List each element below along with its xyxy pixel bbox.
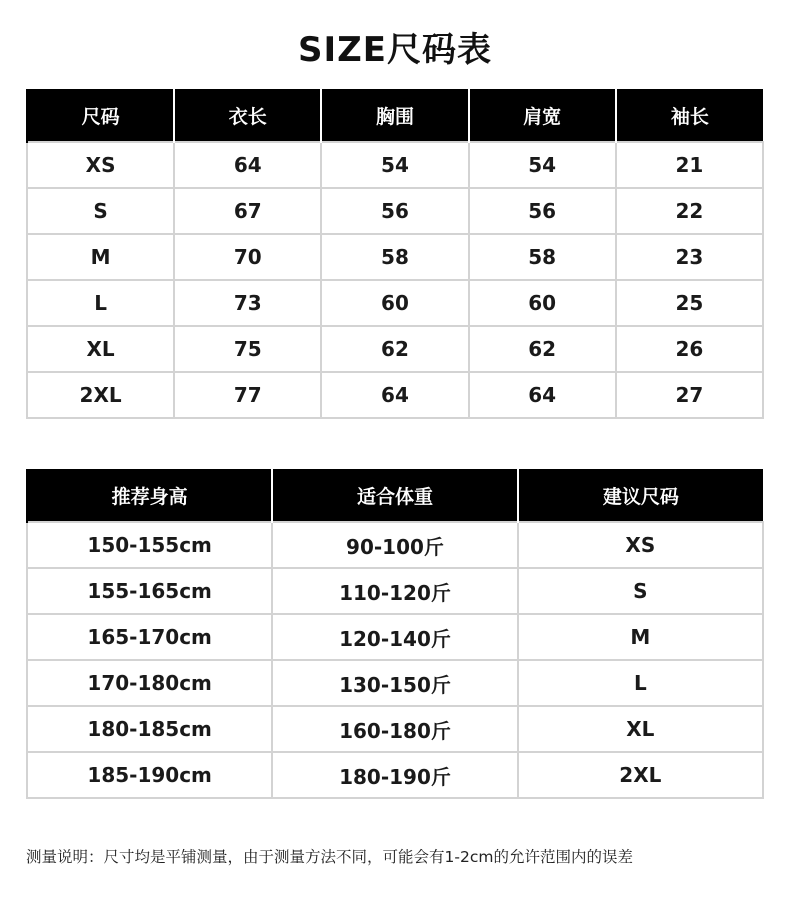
- table-cell: 165-170cm: [27, 614, 272, 660]
- table-cell: XS: [27, 142, 174, 188]
- table-cell: 56: [469, 188, 616, 234]
- table-row: [27, 706, 763, 752]
- table-cell: 2XL: [518, 752, 763, 798]
- table-cell: 23: [616, 234, 763, 280]
- table-cell: 27: [616, 372, 763, 418]
- table-cell: 64: [174, 142, 321, 188]
- table-row: [27, 752, 763, 798]
- table-cell: S: [27, 188, 174, 234]
- table-cell: 58: [321, 234, 468, 280]
- table-cell: 62: [469, 326, 616, 372]
- table-cell: 58: [469, 234, 616, 280]
- table-cell: 150-155cm: [27, 522, 272, 568]
- column-header: 胸围: [321, 89, 468, 142]
- table-cell: 180-185cm: [27, 706, 272, 752]
- table-cell: XS: [518, 522, 763, 568]
- table-cell: 75: [174, 326, 321, 372]
- measurement-note: 测量说明：尺寸均是平铺测量，由于测量方法不同，可能会有1-2cm的允许范围内的误差: [26, 848, 633, 866]
- table-cell: XL: [27, 326, 174, 372]
- table-cell: L: [27, 280, 174, 326]
- table-cell: 110-120斤: [272, 568, 517, 614]
- table-cell: 22: [616, 188, 763, 234]
- table-cell: 25: [616, 280, 763, 326]
- table-cell: 120-140斤: [272, 614, 517, 660]
- column-header: 衣长: [174, 89, 321, 142]
- table-row: [27, 326, 763, 372]
- table-header-row: [27, 469, 763, 522]
- table-row: [27, 614, 763, 660]
- table-cell: XL: [518, 706, 763, 752]
- table-cell: 64: [321, 372, 468, 418]
- table-row: [27, 234, 763, 280]
- table-row: [27, 372, 763, 418]
- table-cell: 77: [174, 372, 321, 418]
- table-cell: 180-190斤: [272, 752, 517, 798]
- table-cell: 67: [174, 188, 321, 234]
- table-cell: 26: [616, 326, 763, 372]
- table-row: [27, 568, 763, 614]
- table-cell: 130-150斤: [272, 660, 517, 706]
- table-cell: 60: [469, 280, 616, 326]
- table-cell: 21: [616, 142, 763, 188]
- table-cell: 155-165cm: [27, 568, 272, 614]
- table-header-row: [27, 89, 763, 142]
- table-cell: 62: [321, 326, 468, 372]
- table-cell: S: [518, 568, 763, 614]
- table-row: [27, 280, 763, 326]
- table-cell: 54: [469, 142, 616, 188]
- table-row: [27, 522, 763, 568]
- table-cell: 170-180cm: [27, 660, 272, 706]
- table-cell: 90-100斤: [272, 522, 517, 568]
- column-header: 袖长: [616, 89, 763, 142]
- page-title: SIZE尺码表: [297, 30, 493, 70]
- column-header: 肩宽: [469, 89, 616, 142]
- size-recommendation-table: [26, 469, 764, 799]
- column-header: 尺码: [27, 89, 174, 142]
- table-cell: L: [518, 660, 763, 706]
- table-row: [27, 660, 763, 706]
- table-cell: 70: [174, 234, 321, 280]
- table-row: [27, 188, 763, 234]
- column-header: 适合体重: [272, 469, 517, 522]
- column-header: 建议尺码: [518, 469, 763, 522]
- size-chart-table: [26, 89, 764, 419]
- table-cell: 54: [321, 142, 468, 188]
- table-cell: M: [27, 234, 174, 280]
- table-cell: 73: [174, 280, 321, 326]
- table-cell: 60: [321, 280, 468, 326]
- table-row: [27, 142, 763, 188]
- table-cell: M: [518, 614, 763, 660]
- table-cell: 160-180斤: [272, 706, 517, 752]
- table-cell: 56: [321, 188, 468, 234]
- table-cell: 185-190cm: [27, 752, 272, 798]
- table-cell: 64: [469, 372, 616, 418]
- column-header: 推荐身高: [27, 469, 272, 522]
- table-cell: 2XL: [27, 372, 174, 418]
